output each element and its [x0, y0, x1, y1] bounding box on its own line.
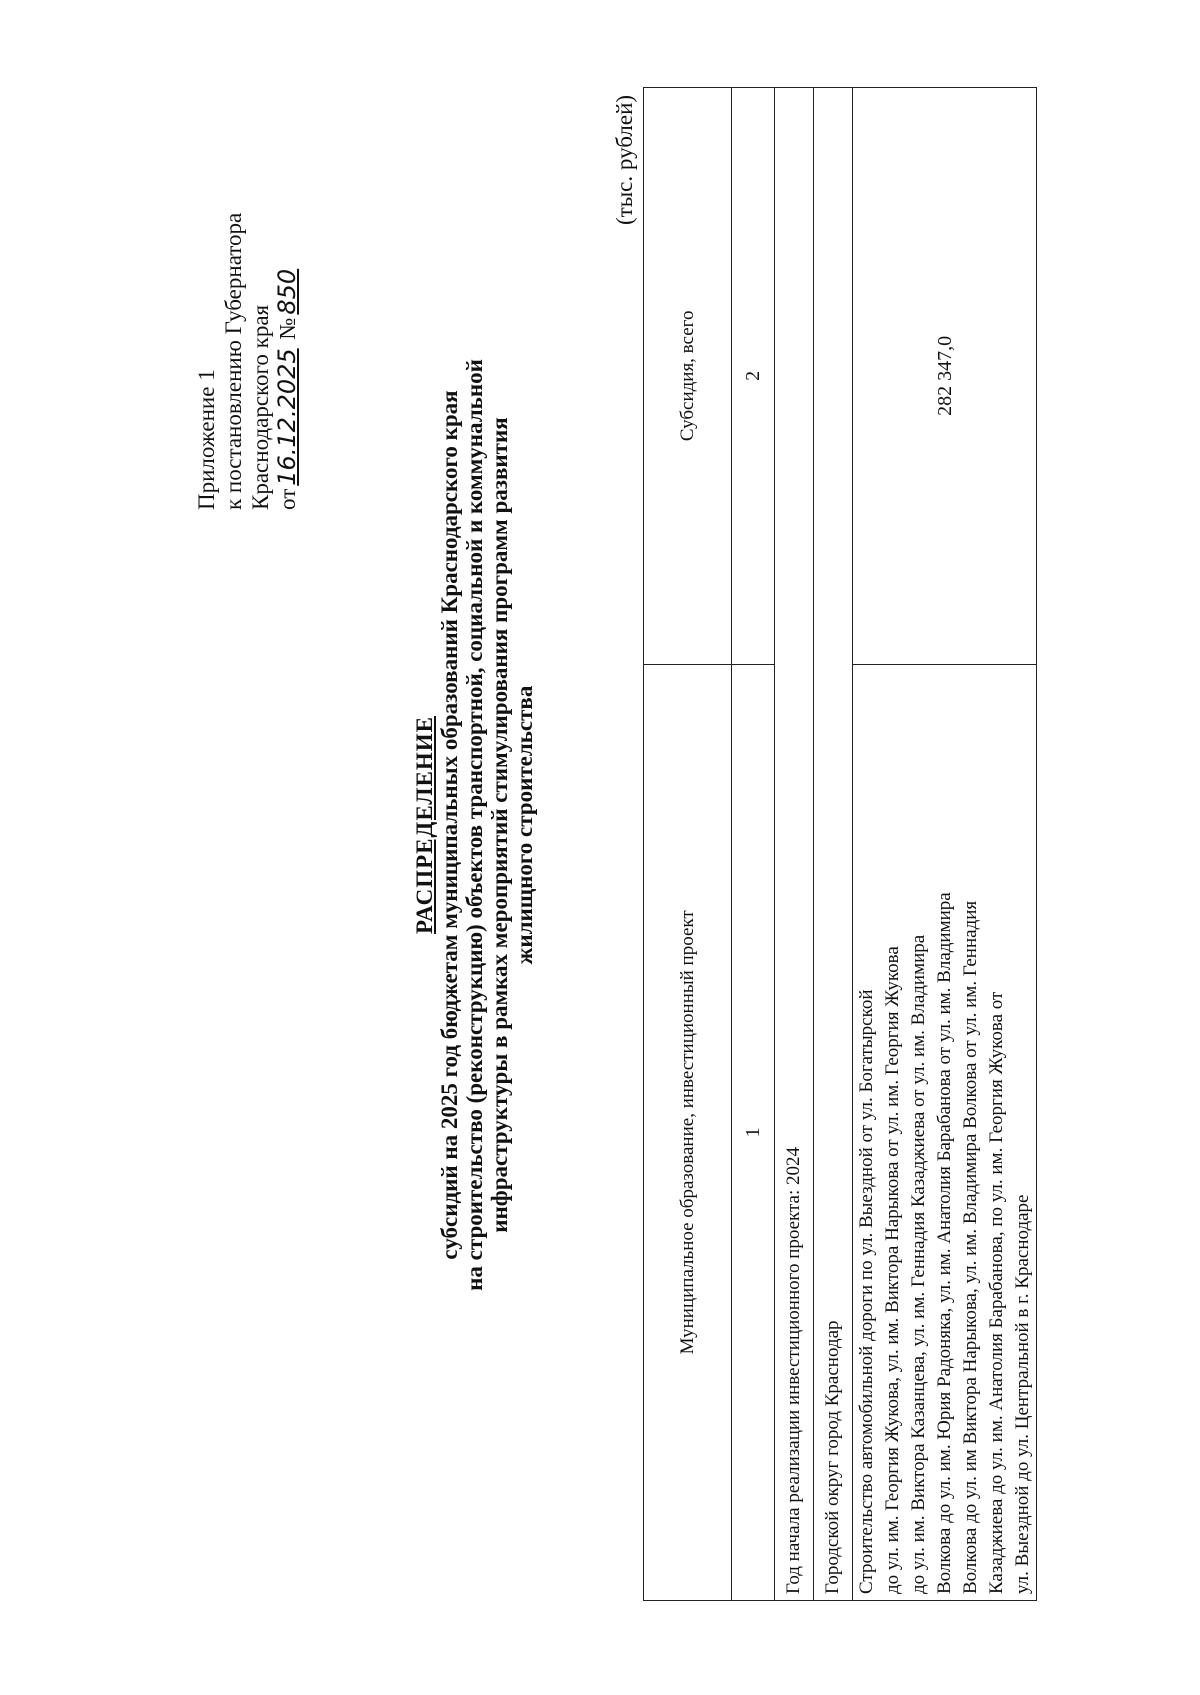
header-municipality-project: Муниципальное образование, инвестиционный проект — [644, 664, 732, 1600]
table-row — [853, 88, 1037, 1601]
subsidy-amount-cell: 282 347,0 — [853, 88, 1037, 665]
title-line-1: субсидий на 2025 год бюджетам муниципальных образований Краснодарского края — [437, 390, 462, 1260]
appendix-title: Приложение 1 — [194, 369, 219, 510]
title-heading: РАСПРЕДЕЛЕНИЕ — [412, 716, 437, 934]
project-description-cell — [853, 664, 1037, 1600]
municipality-cell: Городской округ город Краснодар — [814, 88, 853, 1601]
project-line-4: Волкова до ул. им. Юрия Радоняка, ул. им. Анатолия Барабанова от ул. им. Владимира — [933, 892, 955, 1594]
column-number-1: 1 — [732, 664, 775, 1600]
appendix-region: Краснодарского края — [248, 304, 273, 510]
title-line-3: инфраструктуры в рамках мероприятий стимулирования программ развития — [487, 417, 512, 1233]
title-line-2: на строительство (реконструкцию) объектов транспортной, социальной и коммунальной — [462, 359, 487, 1291]
project-line-2: до ул. им. Георгия Жукова, ул. им. Виктора Нарыкова от ул. им. Георгия Жукова — [881, 946, 903, 1594]
project-line-7: ул. Выездной до ул. Центральной в г. Краснодаре — [1011, 1194, 1033, 1594]
title-line-4: жилищного строительства — [512, 685, 537, 965]
handwritten-date: 16.12.2025 — [273, 348, 301, 486]
handwritten-number: 850 — [273, 268, 301, 315]
table-header-row — [644, 88, 732, 1601]
project-line-1: Строительство автомобильной дороги по ул. Выездной от ул. Богатырской — [855, 989, 877, 1594]
document-title — [412, 255, 537, 1395]
project-line-6: Казаджиева до ул. им. Анатолия Барабанова, по ул. им. Георгия Жукова от — [985, 991, 1007, 1594]
table-row — [775, 88, 814, 1601]
appendix-reference: к постановлению Губернатора — [221, 212, 246, 510]
appendix-number-label: № — [275, 317, 300, 340]
appendix-from-label: от — [275, 488, 300, 510]
distribution-table — [643, 87, 1037, 1601]
table-row — [814, 88, 853, 1601]
table-column-numbers-row — [732, 88, 775, 1601]
units-label: (тыс. рублей) — [612, 94, 637, 225]
project-line-3: до ул. им. Виктора Казанцева, ул. им. Геннадия Казаджиева от ул. им. Владимира — [907, 934, 929, 1594]
header-subsidy-total: Субсидия, всего — [644, 88, 732, 665]
column-number-2: 2 — [732, 88, 775, 665]
project-line-5: Волкова до ул. им Виктора Нарыкова, ул. им. Владимира Волкова от ул. им. Геннадия — [959, 900, 981, 1594]
appendix-date-line — [274, 213, 301, 510]
appendix-header — [193, 213, 301, 510]
section-year-cell: Год начала реализации инвестиционного проекта: 2024 — [775, 88, 814, 1601]
